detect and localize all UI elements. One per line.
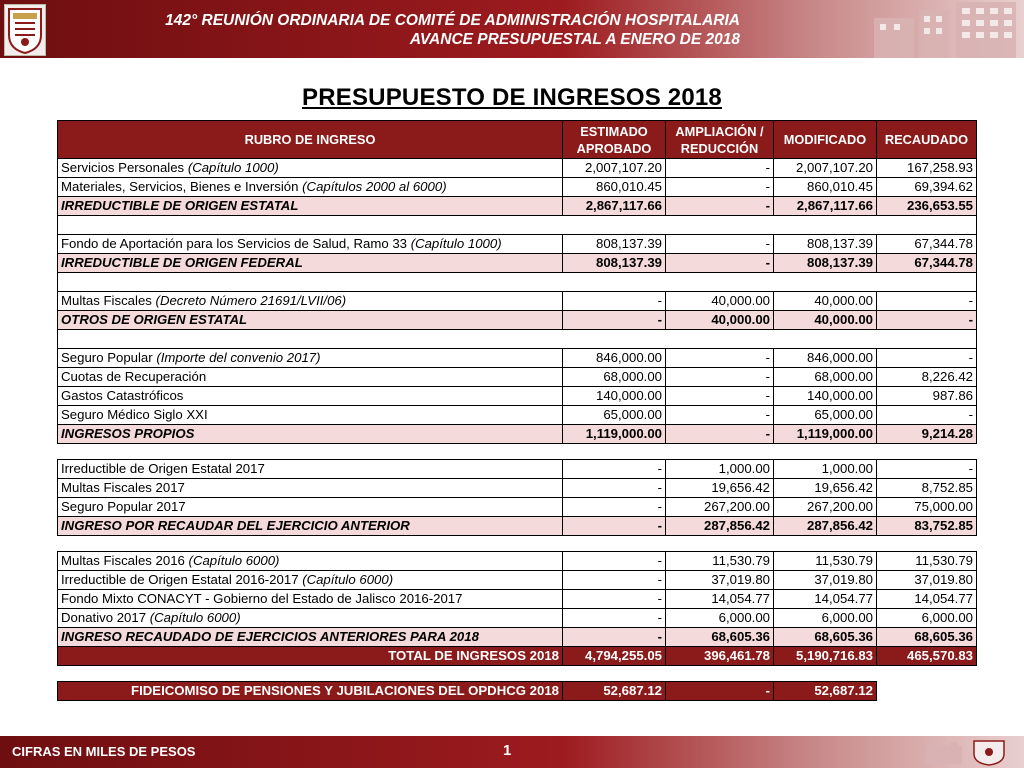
cell-ampliacion: 40,000.00 <box>666 292 774 311</box>
cell-ampliacion: 14,054.77 <box>666 590 774 609</box>
table-row <box>58 159 977 178</box>
report-subtitle: AVANCE PRESUPUESTAL A ENERO DE 2018 <box>409 31 740 48</box>
row-label-text: Seguro Popular <box>61 350 157 365</box>
table-row <box>58 387 977 406</box>
spacer-row <box>58 666 977 682</box>
cell-modificado: 37,019.80 <box>774 571 877 590</box>
cell-estimado: 4,794,255.05 <box>563 647 666 666</box>
row-label <box>58 159 563 178</box>
spacer-row <box>58 216 977 235</box>
column-header-ampliacion: AMPLIACIÓN / REDUCCIÓN <box>666 121 774 159</box>
row-label <box>58 552 563 571</box>
footer-logos-icon <box>924 738 1014 766</box>
table-header-row <box>58 121 977 159</box>
row-label-note: (Capítulo 1000) <box>410 236 502 251</box>
cell-recaudado: 167,258.93 <box>877 159 977 178</box>
row-label-text: Multas Fiscales 2017 <box>61 480 185 495</box>
cell-estimado: 68,000.00 <box>563 368 666 387</box>
cell-modificado: 40,000.00 <box>774 292 877 311</box>
row-label-text: Irreductible de Origen Estatal 2017 <box>61 461 265 476</box>
cell-estimado: - <box>563 498 666 517</box>
row-label-text: IRREDUCTIBLE DE ORIGEN FEDERAL <box>61 255 303 270</box>
cell-recaudado: 236,653.55 <box>877 197 977 216</box>
units-note: CIFRAS EN MILES DE PESOS <box>12 744 196 759</box>
row-label-text: Fondo de Aportación para los Servicios de Salud, Ramo 33 <box>61 236 411 251</box>
cell-estimado: - <box>563 552 666 571</box>
cell-recaudado: 465,570.83 <box>877 647 977 666</box>
cell-ampliacion: 40,000.00 <box>666 311 774 330</box>
column-header-estimado: ESTIMADO APROBADO <box>563 121 666 159</box>
cell-modificado: 19,656.42 <box>774 479 877 498</box>
table-row <box>58 235 977 254</box>
cell-modificado: 2,867,117.66 <box>774 197 877 216</box>
cell-estimado: - <box>563 517 666 536</box>
cell-ampliacion: 1,000.00 <box>666 460 774 479</box>
cell-estimado: 808,137.39 <box>563 235 666 254</box>
subtotal-row <box>58 197 977 216</box>
page-number: 1 <box>503 742 512 759</box>
cell-recaudado: - <box>877 406 977 425</box>
table-row <box>58 460 977 479</box>
cell-ampliacion: 68,605.36 <box>666 628 774 647</box>
table-row <box>58 609 977 628</box>
row-label <box>58 628 563 647</box>
cell-modificado: 2,007,107.20 <box>774 159 877 178</box>
cell-ampliacion: 287,856.42 <box>666 517 774 536</box>
cell-estimado: 860,010.45 <box>563 178 666 197</box>
cell-modificado: 808,137.39 <box>774 235 877 254</box>
subtotal-row <box>58 311 977 330</box>
row-label-note: (Capítulo 6000) <box>188 553 280 568</box>
cell-recaudado: - <box>877 292 977 311</box>
spacer-row <box>58 536 977 552</box>
cell-recaudado: 987.86 <box>877 387 977 406</box>
row-label <box>58 517 563 536</box>
row-label <box>58 498 563 517</box>
header-banner <box>0 0 1024 58</box>
subtotal-row <box>58 425 977 444</box>
grand-total-row <box>58 647 977 666</box>
cell-recaudado: 67,344.78 <box>877 235 977 254</box>
cell-recaudado: 68,605.36 <box>877 628 977 647</box>
row-label <box>58 406 563 425</box>
cell-ampliacion: 396,461.78 <box>666 647 774 666</box>
row-label-text: Donativo 2017 <box>61 610 150 625</box>
row-label-text: Gastos Catastróficos <box>61 388 184 403</box>
row-label-text: INGRESO RECAUDADO DE EJERCICIOS ANTERIORES PARA 2018 <box>61 629 479 644</box>
row-label <box>58 460 563 479</box>
cell-estimado: 2,007,107.20 <box>563 159 666 178</box>
spacer-cell <box>58 273 977 292</box>
row-label <box>58 292 563 311</box>
page-title: PRESUPUESTO DE INGRESOS 2018 <box>302 84 722 111</box>
cell-modificado: 6,000.00 <box>774 609 877 628</box>
row-label <box>58 349 563 368</box>
row-label-note: (Capítulo 6000) <box>302 572 394 587</box>
cell-estimado: 846,000.00 <box>563 349 666 368</box>
cell-modificado: 68,000.00 <box>774 368 877 387</box>
row-label-text: INGRESOS PROPIOS <box>61 426 195 441</box>
row-label <box>58 254 563 273</box>
cell-modificado: 267,200.00 <box>774 498 877 517</box>
cell-estimado: - <box>563 292 666 311</box>
meeting-title: 142° REUNIÓN ORDINARIA DE COMITÉ DE ADMINISTRACIÓN HOSPITALARIA <box>165 12 740 29</box>
row-label-note: (Decreto Número 21691/LVII/06) <box>155 293 347 308</box>
cell-ampliacion: - <box>666 682 774 701</box>
spacer-cell <box>58 536 977 552</box>
spacer-cell <box>58 666 977 682</box>
cell-ampliacion: - <box>666 349 774 368</box>
row-label-text: Materiales, Servicios, Bienes e Inversión <box>61 179 303 194</box>
row-label <box>58 590 563 609</box>
cell-ampliacion: 6,000.00 <box>666 609 774 628</box>
cell-ampliacion: - <box>666 235 774 254</box>
cell-recaudado: 37,019.80 <box>877 571 977 590</box>
cell-recaudado: 14,054.77 <box>877 590 977 609</box>
empty-cell <box>877 682 977 701</box>
spacer-row <box>58 330 977 349</box>
row-label-text: Cuotas de Recuperación <box>61 369 207 384</box>
row-label-text: OTROS DE ORIGEN ESTATAL <box>61 312 248 327</box>
spacer-row <box>58 444 977 460</box>
table-row <box>58 406 977 425</box>
cell-ampliacion: 19,656.42 <box>666 479 774 498</box>
cell-estimado: 808,137.39 <box>563 254 666 273</box>
row-label-text: FIDEICOMISO DE PENSIONES Y JUBILACIONES DEL OPDHCG 2018 <box>131 683 559 698</box>
cell-estimado: 2,867,117.66 <box>563 197 666 216</box>
row-label-note: (Capítulo 6000) <box>149 610 241 625</box>
row-label-text: Multas Fiscales 2016 <box>61 553 189 568</box>
row-label <box>58 479 563 498</box>
row-label-note: (Capítulos 2000 al 6000) <box>302 179 447 194</box>
row-label-text: Seguro Popular 2017 <box>61 499 186 514</box>
cell-estimado: - <box>563 628 666 647</box>
cell-modificado: 808,137.39 <box>774 254 877 273</box>
cell-modificado: 11,530.79 <box>774 552 877 571</box>
cell-ampliacion: - <box>666 197 774 216</box>
row-label <box>58 178 563 197</box>
cell-modificado: 1,000.00 <box>774 460 877 479</box>
cell-modificado: 65,000.00 <box>774 406 877 425</box>
cell-estimado: 140,000.00 <box>563 387 666 406</box>
cell-estimado: - <box>563 609 666 628</box>
row-label <box>58 609 563 628</box>
cell-ampliacion: - <box>666 159 774 178</box>
trust-fund-row <box>58 682 977 701</box>
cell-recaudado: 8,752.85 <box>877 479 977 498</box>
table-row <box>58 590 977 609</box>
cell-estimado: 52,687.12 <box>563 682 666 701</box>
cell-modificado: 68,605.36 <box>774 628 877 647</box>
row-label <box>58 682 563 701</box>
cell-estimado: 1,119,000.00 <box>563 425 666 444</box>
cell-ampliacion: - <box>666 254 774 273</box>
table-row <box>58 498 977 517</box>
cell-recaudado: - <box>877 349 977 368</box>
cell-recaudado: 6,000.00 <box>877 609 977 628</box>
spacer-cell <box>58 216 977 235</box>
subtotal-row <box>58 254 977 273</box>
row-label-note: (Capítulo 1000) <box>187 160 279 175</box>
table-row <box>58 479 977 498</box>
row-label <box>58 571 563 590</box>
cell-recaudado: 75,000.00 <box>877 498 977 517</box>
cell-recaudado: 69,394.62 <box>877 178 977 197</box>
row-label-text: IRREDUCTIBLE DE ORIGEN ESTATAL <box>61 198 299 213</box>
cell-recaudado: - <box>877 311 977 330</box>
income-budget-table <box>57 120 977 701</box>
cell-recaudado: 11,530.79 <box>877 552 977 571</box>
cell-ampliacion: 267,200.00 <box>666 498 774 517</box>
table-row <box>58 571 977 590</box>
row-label-text: Irreductible de Origen Estatal 2016-2017 <box>61 572 303 587</box>
row-label <box>58 311 563 330</box>
cell-estimado: - <box>563 460 666 479</box>
table-row <box>58 292 977 311</box>
cell-estimado: - <box>563 311 666 330</box>
row-label <box>58 425 563 444</box>
cell-recaudado: 67,344.78 <box>877 254 977 273</box>
cell-ampliacion: 37,019.80 <box>666 571 774 590</box>
row-label-text: Seguro Médico Siglo XXI <box>61 407 208 422</box>
cell-recaudado: 8,226.42 <box>877 368 977 387</box>
cell-recaudado: 9,214.28 <box>877 425 977 444</box>
cell-modificado: 52,687.12 <box>774 682 877 701</box>
table-row <box>58 552 977 571</box>
cell-modificado: 846,000.00 <box>774 349 877 368</box>
table-row <box>58 349 977 368</box>
cell-estimado: - <box>563 571 666 590</box>
cell-modificado: 1,119,000.00 <box>774 425 877 444</box>
cell-modificado: 5,190,716.83 <box>774 647 877 666</box>
row-label-text: TOTAL DE INGRESOS 2018 <box>388 648 559 663</box>
row-label <box>58 368 563 387</box>
cell-estimado: - <box>563 590 666 609</box>
row-label <box>58 197 563 216</box>
spacer-cell <box>58 330 977 349</box>
cell-ampliacion: - <box>666 368 774 387</box>
subtotal-row <box>58 517 977 536</box>
column-header-recaudado: RECAUDADO <box>877 121 977 159</box>
row-label-text: Fondo Mixto CONACYT - Gobierno del Estado de Jalisco 2016-2017 <box>61 591 463 606</box>
row-label <box>58 647 563 666</box>
cell-recaudado: 83,752.85 <box>877 517 977 536</box>
row-label-text: Multas Fiscales <box>61 293 156 308</box>
cell-recaudado: - <box>877 460 977 479</box>
hospital-building-icon <box>724 0 1024 58</box>
cell-modificado: 140,000.00 <box>774 387 877 406</box>
column-header-rubro: RUBRO DE INGRESO <box>58 121 563 159</box>
row-label-note: (Importe del convenio 2017) <box>156 350 321 365</box>
cell-ampliacion: - <box>666 425 774 444</box>
table-row <box>58 178 977 197</box>
cell-ampliacion: - <box>666 387 774 406</box>
cell-ampliacion: - <box>666 406 774 425</box>
cell-estimado: - <box>563 479 666 498</box>
cell-modificado: 14,054.77 <box>774 590 877 609</box>
spacer-cell <box>58 444 977 460</box>
cell-modificado: 860,010.45 <box>774 178 877 197</box>
university-crest-icon <box>4 4 46 56</box>
row-label-text: INGRESO POR RECAUDAR DEL EJERCICIO ANTERIOR <box>61 518 410 533</box>
row-label <box>58 235 563 254</box>
column-header-modificado: MODIFICADO <box>774 121 877 159</box>
cell-ampliacion: - <box>666 178 774 197</box>
cell-estimado: 65,000.00 <box>563 406 666 425</box>
row-label-text: Servicios Personales <box>61 160 188 175</box>
footer-banner <box>0 736 1024 768</box>
table-row <box>58 368 977 387</box>
cell-modificado: 287,856.42 <box>774 517 877 536</box>
cell-modificado: 40,000.00 <box>774 311 877 330</box>
spacer-row <box>58 273 977 292</box>
cell-ampliacion: 11,530.79 <box>666 552 774 571</box>
subtotal-row <box>58 628 977 647</box>
row-label <box>58 387 563 406</box>
